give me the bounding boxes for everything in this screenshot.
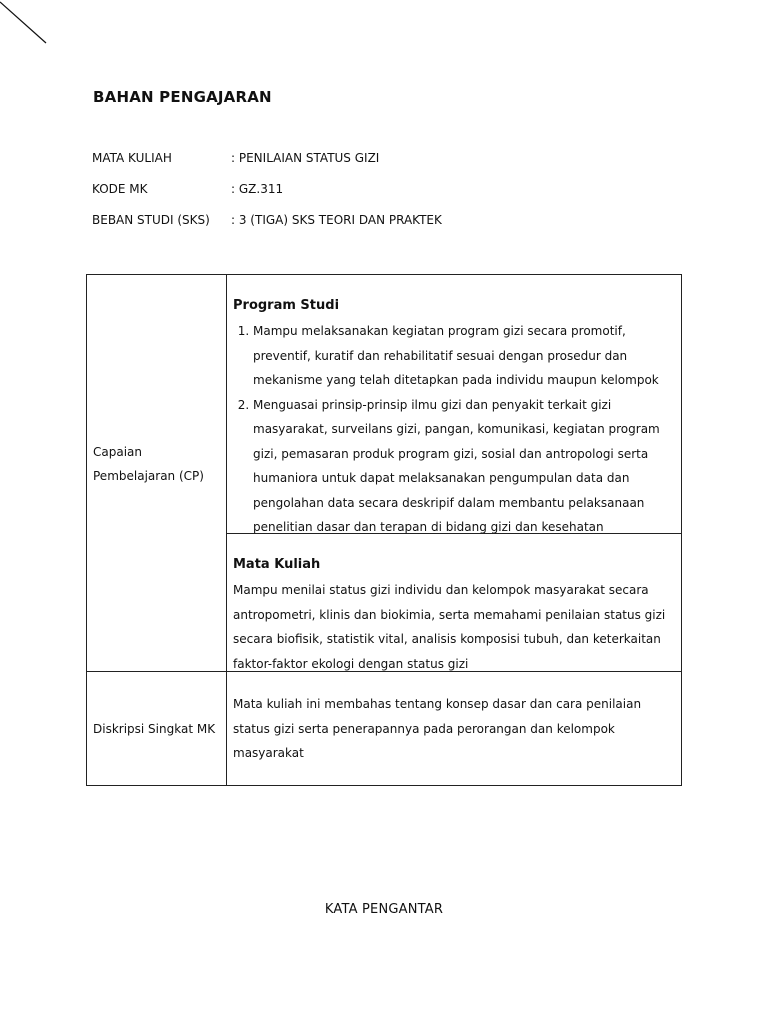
deskripsi-table <box>86 671 682 786</box>
prodi-list <box>233 319 677 540</box>
cp-divider <box>227 533 681 534</box>
meta-key: MATA KULIAH <box>92 151 172 165</box>
cp-table <box>86 274 682 672</box>
cp-label: Capaian Pembelajaran (CP) <box>93 445 204 483</box>
meta-key: KODE MK <box>92 182 148 196</box>
meta-value: : GZ.311 <box>231 182 284 196</box>
mk-text: Mampu menilai status gizi individu dan kelompok masyarakat secara antropometri, klinis dan biokimia, serta memahami penilaian status gizi secara biofisik, statistik vital, analisis komposisi tubuh, dan keterkaitan faktor-faktor ekologi dengan status gizi <box>233 583 666 671</box>
mk-heading: Mata Kuliah <box>233 557 321 572</box>
meta-key: BEBAN STUDI (SKS) <box>92 213 210 227</box>
meta-value: : PENILAIAN STATUS GIZI <box>231 151 380 165</box>
document-title: BAHAN PENGAJARAN <box>93 88 272 106</box>
page-corner-line <box>0 0 60 60</box>
prodi-item: 1. Mampu melaksanakan kegiatan program gizi secara promotif, preventif, kuratif dan rehabilitatif sesuai dengan prosedur dan mekanisme yang telah ditetapkan pada individu maupun kelompok <box>253 319 677 393</box>
deskripsi-label: Diskripsi Singkat MK <box>93 722 216 736</box>
cp-label-cell <box>87 275 227 671</box>
prodi-section <box>233 293 677 540</box>
kata-pengantar-heading: KATA PENGANTAR <box>324 902 444 917</box>
deskripsi-text: Mata kuliah ini membahas tentang konsep dasar dan cara penilaian status gizi serta penerapannya pada perorangan dan kelompok masyarakat <box>233 697 642 760</box>
deskripsi-label-cell <box>87 672 227 785</box>
prodi-item: 2. Menguasai prinsip-prinsip ilmu gizi dan penyakit terkait gizi masyarakat, surveilans gizi, pangan, komunikasi, kegiatan program gizi, pemasaran produk program gizi, sosial dan antropologi serta humaniora untuk dapat melaksanakan pengumpulan data dan pengolahan data secara deskripif dalam membantu pelaksanaan penelitian dasar dan terapan di bidang gizi dan kesehatan <box>253 393 677 540</box>
meta-value: : 3 (TIGA) SKS TEORI DAN PRAKTEK <box>231 213 442 227</box>
prodi-heading: Program Studi <box>233 298 340 313</box>
mk-section <box>233 552 677 676</box>
